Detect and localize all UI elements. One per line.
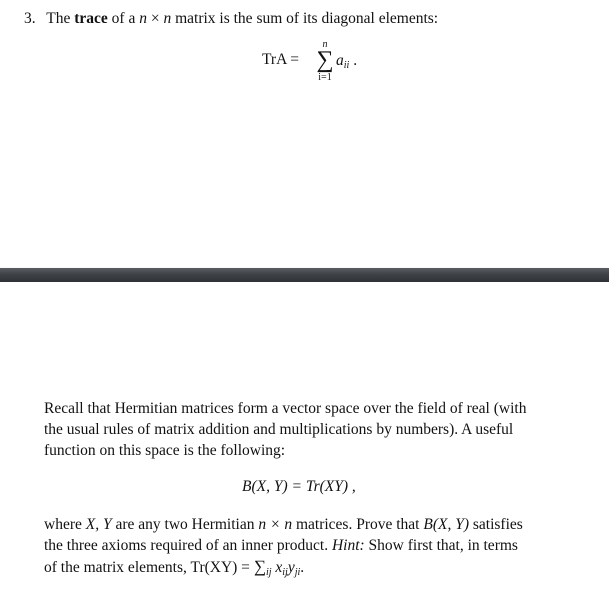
- problem-number: 3.: [24, 10, 36, 27]
- sum-lower-limit: i=1: [318, 72, 332, 83]
- formula-period: .: [353, 52, 358, 69]
- problem-statement: [24, 9, 438, 28]
- satisfies-word: satisfies: [472, 516, 523, 533]
- sum-upper-limit: n: [322, 39, 328, 50]
- trace-formula: [262, 40, 372, 90]
- end-period: .: [300, 559, 305, 576]
- tr-expr: Tr(XY) =: [190, 559, 250, 576]
- elements-text: of the matrix elements,: [44, 559, 187, 576]
- summand: [336, 52, 357, 71]
- y-subscript: ji: [294, 567, 301, 578]
- xy-vars: X, Y: [85, 516, 112, 533]
- recall-line-2: the usual rules of matrix addition and multiplications by numbers). A useful: [44, 421, 514, 438]
- summation: [315, 40, 335, 90]
- where-line-3: [44, 557, 589, 582]
- hermitian-text: are any two Hermitian: [115, 516, 255, 533]
- problem-text-end: matrix is the sum of its diagonal elements:: [175, 10, 439, 27]
- recall-line-1: Recall that Hermitian matrices form a vector space over the field of real (with: [44, 400, 527, 417]
- x-subscript: ij: [282, 567, 288, 578]
- problem-text-mid: of a: [111, 10, 136, 27]
- bxy-expr: B(X, Y): [423, 516, 469, 533]
- sigma-subscript: ij: [265, 567, 272, 578]
- trace-lhs: TrA =: [262, 51, 300, 68]
- a-subscript: ii: [343, 60, 350, 71]
- prove-text: matrices. Prove that: [295, 516, 420, 533]
- x-element: x: [275, 559, 283, 576]
- inner-product-formula: [242, 478, 356, 496]
- where-line-1: [44, 515, 589, 534]
- n-variable-2: n: [163, 10, 172, 27]
- recall-line-3: function on this space is the following:: [44, 442, 286, 459]
- trace-term: trace: [74, 10, 108, 27]
- times-symbol: ×: [150, 10, 160, 27]
- inline-sigma: ∑: [253, 557, 266, 576]
- axioms-text: the three axioms required of an inner product.: [44, 537, 329, 554]
- sigma-symbol: ∑: [316, 47, 334, 73]
- b-formula: B(X, Y) = Tr(XY) ,: [242, 478, 356, 495]
- hint-label: Hint:: [331, 537, 365, 554]
- a-variable: a: [336, 52, 344, 69]
- where-line-2: [44, 536, 589, 555]
- nxn-size: n × n: [258, 516, 293, 533]
- page-divider: [0, 268, 609, 282]
- hint-text: Show first that, in terms: [368, 537, 518, 554]
- problem-text-start: The: [46, 10, 71, 27]
- n-variable: n: [139, 10, 147, 27]
- page-top: [0, 0, 609, 268]
- where-word: where: [44, 516, 82, 533]
- y-element: y: [287, 559, 295, 576]
